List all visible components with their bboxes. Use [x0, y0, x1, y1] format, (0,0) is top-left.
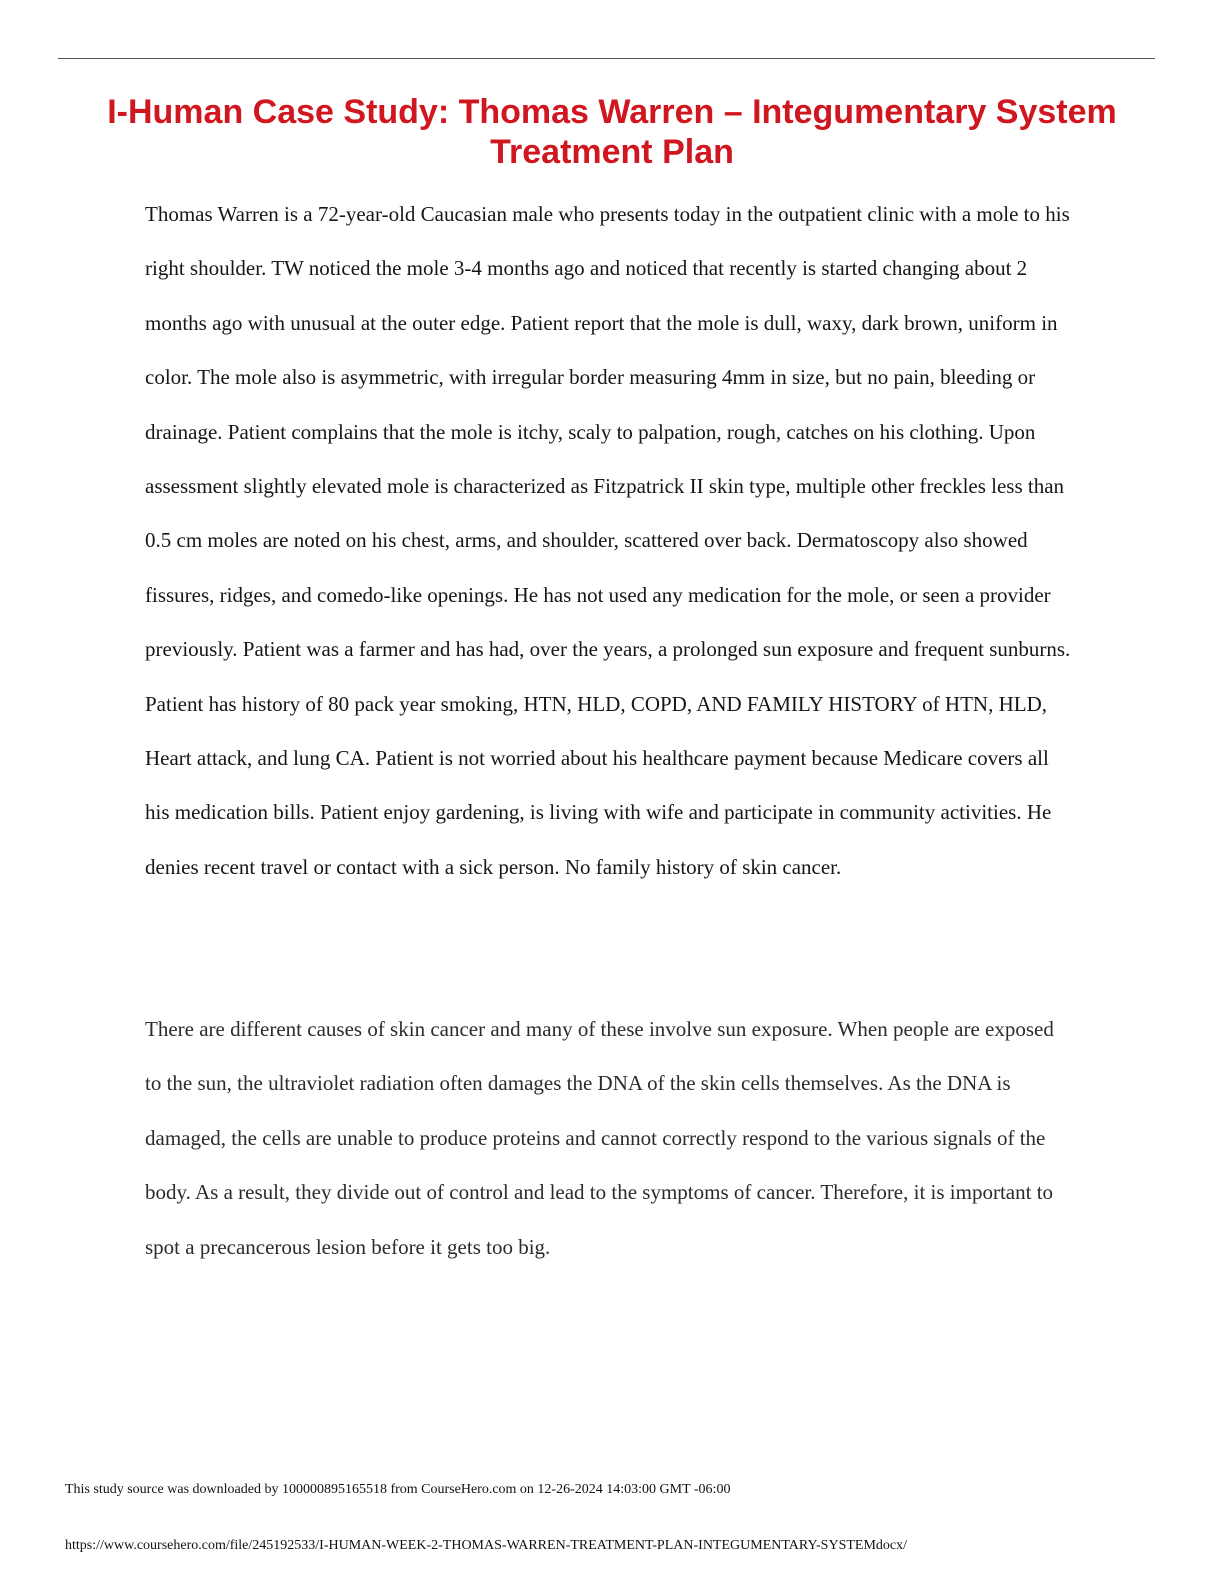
header-divider: [58, 58, 1155, 59]
document-title: I-Human Case Study: Thomas Warren – Integumentary System Treatment Plan: [107, 93, 1117, 171]
case-description-paragraph: Thomas Warren is a 72-year-old Caucasian male who presents today in the outpatient clinic with a mole to his right shoulder. TW noticed the mole 3-4 months ago and noticed that recently is started changing about 2 months ago with unusual at the outer edge. Patient report that the mole is dull, waxy, dark brown, uniform in color. The mole also is asymmetric, with irregular border measuring 4mm in size, but no pain, bleeding or drainage. Patient complains that the mole is itchy, scaly to palpation, rough, catches on his clothing. Upon assessment slightly elevated mole is characterized as Fitzpatrick II skin type, multiple other freckles less than 0.5 cm moles are noted on his chest, arms, and shoulder, scattered over back. Dermatoscopy also showed fissures, ridges, and comedo-like openings. He has not used any medication for the mole, or seen a provider previously. Patient was a farmer and has had, over the years, a prolonged sun exposure and frequent sunburns. Patient has history of 80 pack year smoking, HTN, HLD, COPD, AND FAMILY HISTORY of HTN, HLD, Heart attack, and lung CA. Patient is not worried about his healthcare payment because Medicare covers all his medication bills. Patient enjoy gardening, is living with wife and participate in community activities. He denies recent travel or contact with a sick person. No family history of skin cancer.: [145, 202, 1071, 879]
download-source-note: This study source was downloaded by 100000895165518 from CourseHero.com on 12-26-2024 14:03:00 GMT -06:00: [65, 1482, 731, 1497]
skin-cancer-causes-paragraph: There are different causes of skin cancer and many of these involve sun exposure. When people are exposed to the sun, the ultraviolet radiation often damages the DNA of the skin cells themselves. As the DNA is damaged, the cells are unable to produce proteins and cannot correctly respond to the various signals of the body. As a result, they divide out of control and lead to the symptoms of cancer. Therefore, it is important to spot a precancerous lesion before it gets too big.: [145, 1017, 1054, 1259]
source-url[interactable]: https://www.coursehero.com/file/245192533/I-HUMAN-WEEK-2-THOMAS-WARREN-TREATMENT-PLAN-INTEGUMENTARY-SYSTEMdocx/: [65, 1538, 908, 1553]
